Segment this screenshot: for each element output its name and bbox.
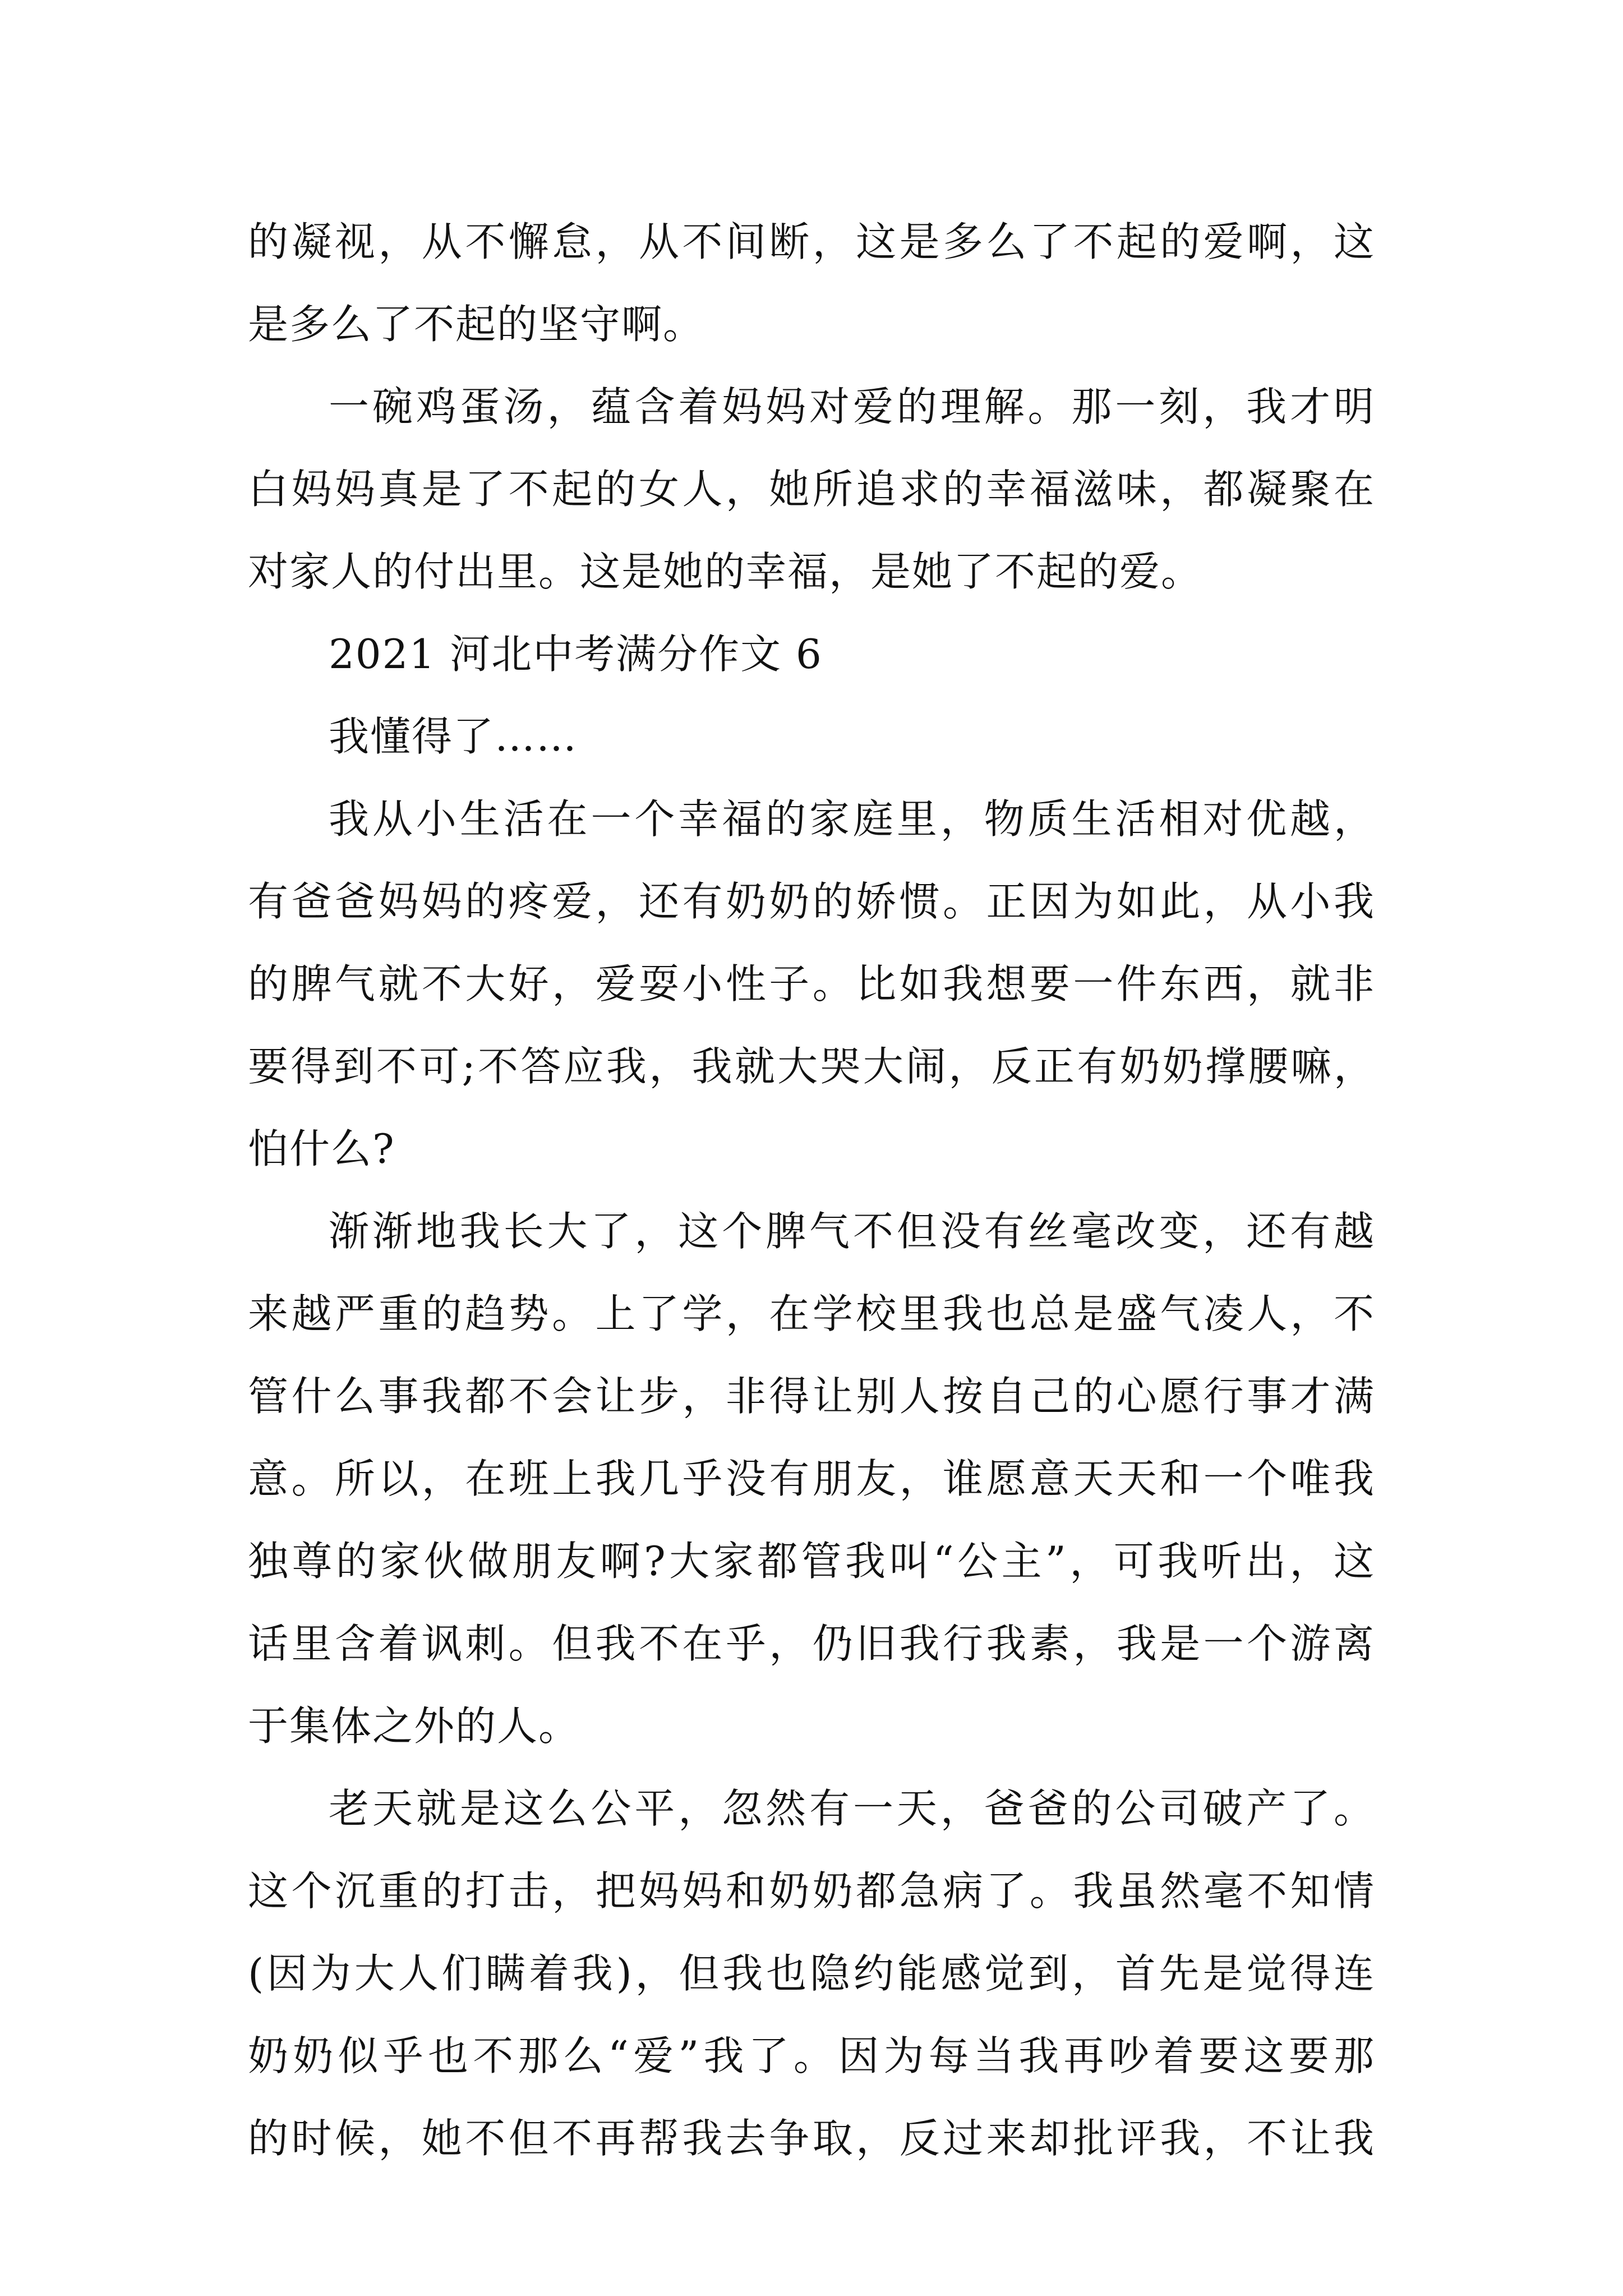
text-line: 对家人的付出里。这是她的幸福，是她了不起的爱。 (248, 548, 1203, 595)
text-line: 要得到不可;不答应我，我就大哭大闹，反正有奶奶撑腰嘛， (248, 1043, 1375, 1090)
text-line: 的凝视，从不懈怠，从不间断，这是多么了不起的爱啊，这 (248, 218, 1375, 265)
text-line: 老天就是这么公平，忽然有一天，爸爸的公司破产了。 (329, 1785, 1375, 1832)
text-line: 来越严重的趋势。上了学，在学校里我也总是盛气凌人，不 (248, 1290, 1375, 1337)
text-line: 话里含着讽刺。但我不在乎，仍旧我行我素，我是一个游离 (248, 1620, 1375, 1667)
text-line: 于集体之外的人。 (248, 1703, 580, 1750)
text-line: 是多么了不起的坚守啊。 (248, 301, 705, 348)
text-line: 我从小生活在一个幸福的家庭里，物质生活相对优越， (329, 795, 1375, 843)
text-line: 有爸爸妈妈的疼爱，还有奶奶的娇惯。正因为如此，从小我 (248, 878, 1375, 925)
document-body (248, 201, 1375, 2180)
text-line: 这个沉重的打击，把妈妈和奶奶都急病了。我虽然毫不知情 (248, 1867, 1375, 1915)
text-line: 怕什么? (248, 1125, 395, 1172)
text-line: (因为大人们瞒着我)，但我也隐约能感觉到，首先是觉得连 (248, 1950, 1375, 1997)
text-line: 奶奶似乎也不那么“爱”我了。因为每当我再吵着要这要那 (248, 2032, 1375, 2079)
text-line: 管什么事我都不会让步，非得让别人按自己的心愿行事才满 (248, 1373, 1375, 1420)
text-line: 的脾气就不大好，爱耍小性子。比如我想要一件东西，就非 (248, 960, 1375, 1007)
section-title: 2021 河北中考满分作文 6 (329, 631, 823, 678)
essay-title: 我懂得了…… (329, 713, 578, 760)
text-line: 意。所以，在班上我几乎没有朋友，谁愿意天天和一个唯我 (248, 1455, 1375, 1502)
text-line: 一碗鸡蛋汤，蕴含着妈妈对爱的理解。那一刻，我才明 (329, 383, 1375, 430)
text-line: 的时候，她不但不再帮我去争取，反过来却批评我，不让我 (248, 2115, 1375, 2162)
text-line: 白妈妈真是了不起的女人，她所追求的幸福滋味，都凝聚在 (248, 466, 1375, 513)
text-line: 独尊的家伙做朋友啊?大家都管我叫“公主”，可我听出，这 (248, 1538, 1375, 1585)
text-line: 渐渐地我长大了，这个脾气不但没有丝毫改变，还有越 (329, 1208, 1375, 1255)
